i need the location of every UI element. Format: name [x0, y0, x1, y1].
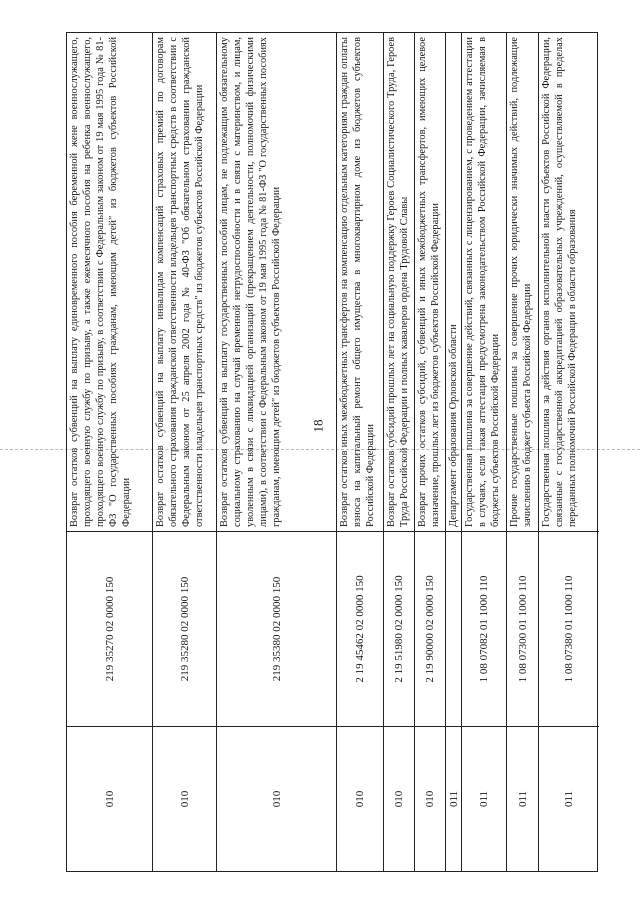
table-row: [384, 33, 415, 871]
name-cell: Государственная пошлина за действия органов исполнительной власти субъектов Российской Федерации, связанные с государственной аккредитацией образовательных учреждений, осуществляемой в пределах переданных полномочий Российской Федерации в области образования: [541, 37, 578, 527]
kbk-cell: 219 35280 02 0000 150: [153, 531, 216, 726]
kbk-cell: 1 08 07380 01 1000 110: [539, 531, 599, 726]
table-row: [415, 33, 446, 871]
admin-code-cell: 011: [539, 726, 599, 871]
name-cell: Прочие государственные пошлины за совершение прочих юридически значимых действий, подлежащие зачислению в бюджет субъекта Российской Федерации: [509, 37, 533, 527]
kbk-cell: 2 19 51980 02 0000 150: [384, 531, 414, 726]
admin-code-cell: 011: [446, 726, 461, 871]
admin-code-cell: 011: [462, 726, 506, 871]
table-row: [153, 33, 217, 871]
admin-code-cell: 010: [337, 726, 383, 871]
name-cell: Возврат остатков иных межбюджетных трансфертов на компенсацию отдельным категориям граждан оплаты взноса на капитальный ремонт общего имущества в многоквартирном доме из бюджетов субъектов Российской Федерации: [339, 37, 376, 527]
budget-codes-table: [66, 32, 598, 872]
table-row: [539, 33, 599, 871]
name-cell: Возврат остатков субвенций на выплату единовременного пособия беременной жене военнослужащего, проходящего военную службу по призыву, а также ежемесячного пособия на ребенка военнослужащего, проходящего военную службу по призыву, в соответствии с Федеральным законом от 19 мая 1995 года № 81-ФЗ "О государственных пособиях гражданам, имеющим детей" из бюджетов субъектов Российской Федерации: [69, 37, 132, 527]
kbk-cell: 2 19 45462 02 0000 150: [337, 531, 383, 726]
table-row: [337, 33, 384, 871]
department-row: [446, 33, 462, 871]
admin-code-cell: 011: [507, 726, 538, 871]
table-row: [67, 33, 153, 871]
page-number: 18: [310, 419, 326, 433]
table-row: [462, 33, 507, 871]
table-container: [66, 32, 598, 872]
name-cell: Возврат прочих остатков субсидий, субвенций и иных межбюджетных трансфертов, имеющих целевое назначение, прошлых лет из бюджетов субъектов Российской Федерации: [417, 37, 441, 527]
kbk-cell: 219 35270 02 0000 150: [67, 531, 152, 726]
admin-code-cell: 010: [384, 726, 414, 871]
admin-code-cell: 010: [217, 726, 336, 871]
kbk-cell: 2 19 90000 02 0000 150: [415, 531, 445, 726]
name-cell: Возврат остатков субвенций на выплату инвалидам компенсаций страховых премий по договорам обязательного страхования гражданской ответственности владельцев транспортных средств в соответствии с Федеральным законом от 25 апреля 2002 года № 40-ФЗ "Об обязательном страховании гражданской ответственности владельцев транспортных средств" из бюджетов субъектов Российской Федерации: [155, 37, 205, 527]
table-row: [507, 33, 539, 871]
admin-code-cell: 010: [153, 726, 216, 871]
admin-code-cell: 010: [415, 726, 445, 871]
name-cell: Возврат остатков субсидий прошлых лет на социальную поддержку Героев Социалистического Труда, Героев Труда Российской Федерации и полных кавалеров ордена Трудовой Славы: [386, 37, 410, 527]
name-cell: Государственная пошлина за совершение действий, связанных с лицензированием, с проведением аттестации в случаях, если такая аттестация предусмотрена законодательством Российской Федерации, зачисляемая в бюджеты субъектов Российской Федерации: [464, 37, 501, 527]
department-name-cell: Департамент образования Орловской области: [448, 324, 459, 527]
admin-code-cell: 010: [67, 726, 152, 871]
kbk-cell: 219 35380 02 0000 150: [217, 531, 336, 726]
name-cell: Возврат остатков субвенций на выплату государственных пособий лицам, не подлежащим обязательному социальному страхованию на случай временной нетрудоспособности и в связи с материнством, и лицам, уволенным в связи с ликвидацией организаций (прекращением деятельности, полномочий физическими лицами), в соответствии с Федеральным законом от 19 мая 1995 года № 81-ФЗ "О государственных пособиях гражданам, имеющим детей" из бюджетов субъектов Российской Федерации: [219, 37, 282, 527]
kbk-cell: [446, 531, 461, 726]
table-row: [217, 33, 337, 871]
kbk-cell: 1 08 07300 01 1000 110: [507, 531, 538, 726]
kbk-cell: 1 08 07082 01 1000 110: [462, 531, 506, 726]
